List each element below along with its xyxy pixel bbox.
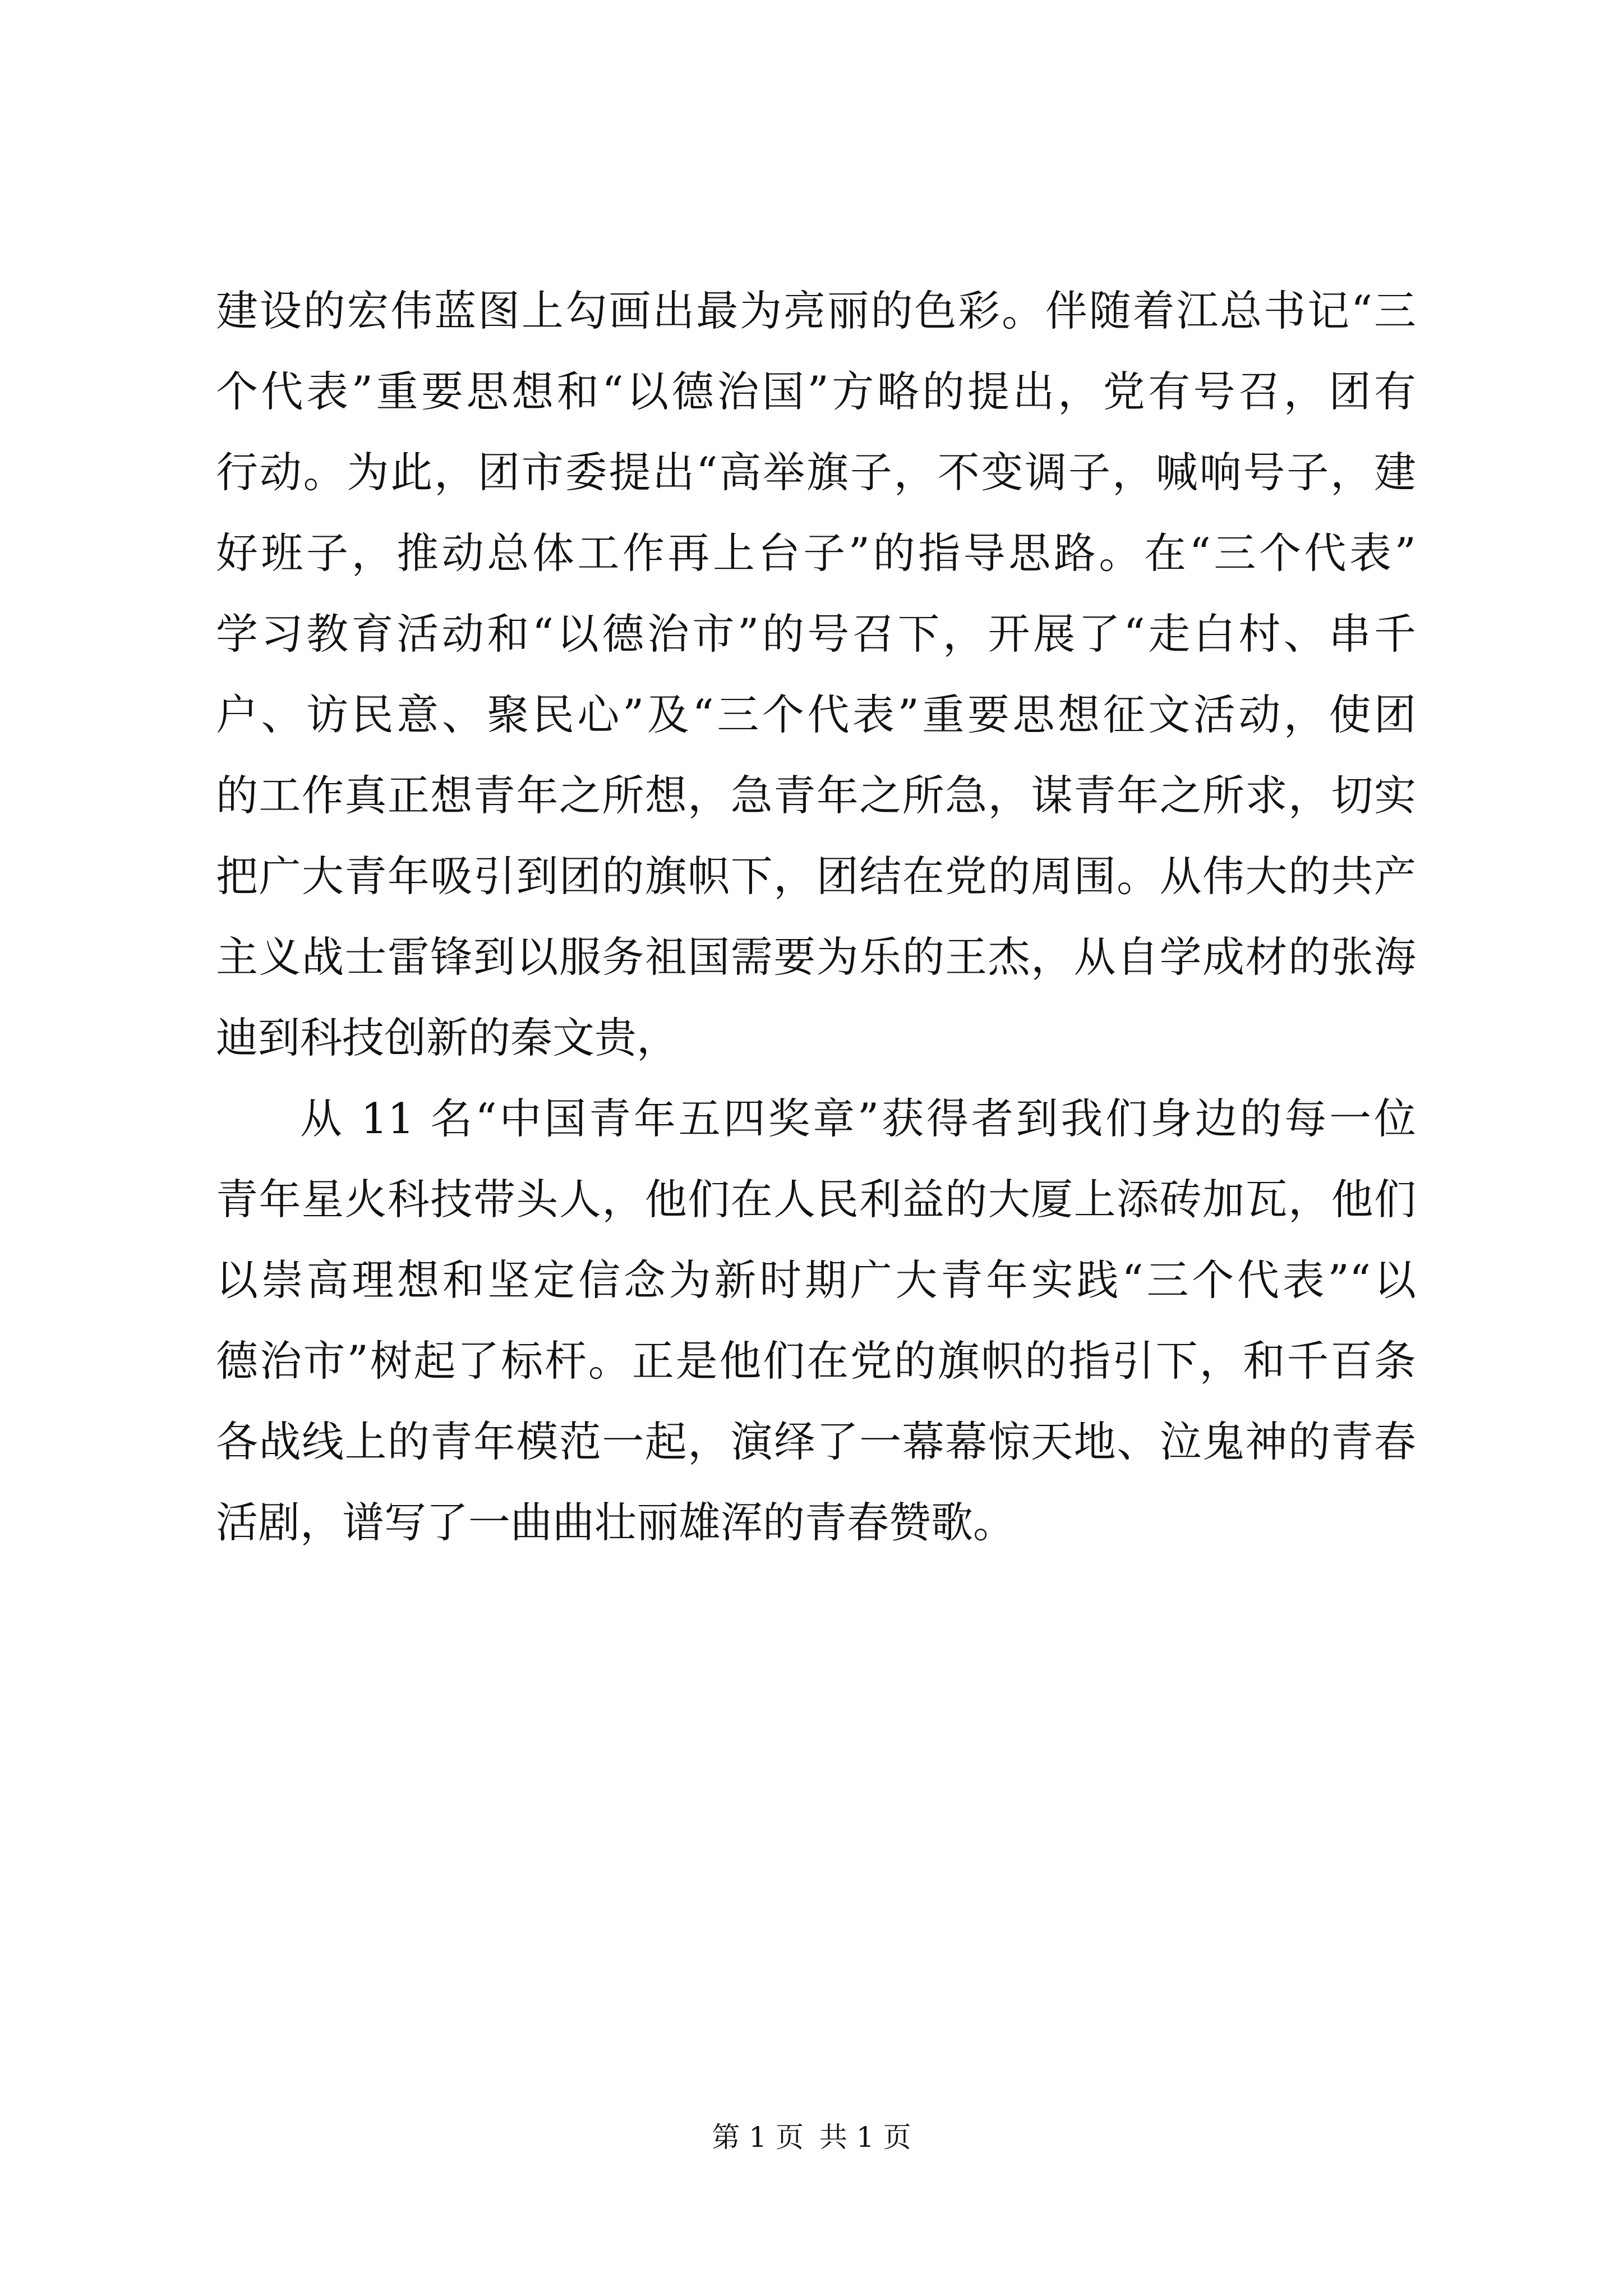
text-line: 个代表”重要思想和“以德治国”方略的提出，党有号召，团有 xyxy=(216,367,1416,416)
text-line: 活剧，谱写了一曲曲壮丽雄浑的青春赞歌。 xyxy=(216,1498,1016,1547)
text-line: 从 11 名“中国青年五四奖章”获得者到我们身边的每一位 xyxy=(300,1094,1416,1143)
text-line: 迪到科技创新的秦文贵， xyxy=(216,1013,679,1062)
text-line: 主义战士雷锋到以服务祖国需要为乐的王杰，从自学成材的张海 xyxy=(216,932,1416,982)
page-footer xyxy=(0,2118,1623,2157)
text-line: 学习教育活动和“以德治市”的号召下，开展了“走白村、串千 xyxy=(216,609,1416,659)
text-line: 的工作真正想青年之所想，急青年之所急，谋青年之所求，切实 xyxy=(216,771,1416,820)
text-line: 把广大青年吸引到团的旗帜下，团结在党的周围。从伟大的共产 xyxy=(216,852,1416,901)
text-line: 青年星火科技带头人，他们在人民利益的大厦上添砖加瓦，他们 xyxy=(216,1175,1416,1224)
document-body xyxy=(216,270,1416,1563)
text-line: 各战线上的青年模范一起，演绎了一幕幕惊天地、泣鬼神的青春 xyxy=(216,1417,1416,1466)
page-number-current: 第 1 页 xyxy=(712,2121,804,2154)
text-line: 德治市”树起了标杆。正是他们在党的旗帜的指引下，和千百条 xyxy=(216,1336,1416,1386)
paragraph-1 xyxy=(216,270,1416,1078)
text-line: 户、访民意、聚民心”及“三个代表”重要思想征文活动，使团 xyxy=(216,690,1416,739)
page-number-total: 共 1 页 xyxy=(819,2121,911,2154)
paragraph-2 xyxy=(216,1078,1416,1563)
text-line: 建设的宏伟蓝图上勾画出最为亮丽的色彩。伴随着江总书记“三 xyxy=(216,286,1416,335)
text-line: 行动。为此，团市委提出“高举旗子，不变调子，喊响号子，建 xyxy=(216,448,1416,497)
text-line: 以崇高理想和坚定信念为新时期广大青年实践“三个代表”“以 xyxy=(216,1255,1416,1305)
text-line: 好班子，推动总体工作再上台子”的指导思路。在“三个代表” xyxy=(216,528,1416,578)
